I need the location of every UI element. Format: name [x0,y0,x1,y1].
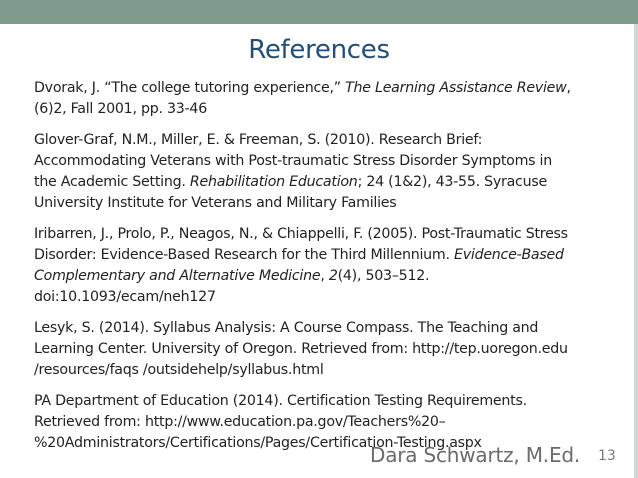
reference-line: PA Department of Education (2014). Certification Testing Requirements. [34,393,527,409]
reference-line: /resources/faqs /outsidehelp/syllabus.html [34,362,324,378]
reference-iribarren [34,224,614,308]
reference-line: Retrieved from: http://www.education.pa.gov/Teachers%20– [34,414,446,430]
reference-lesyk [34,318,614,381]
right-edge-accent [634,24,638,478]
author-footer: Dara Schwartz, M.Ed. [370,443,581,467]
reference-line: (6)2, Fall 2001, pp. 33-46 [34,101,207,117]
reference-line: University Institute for Veterans and Military Families [34,195,397,211]
reference-line: doi:10.1093/ecam/neh127 [34,289,216,305]
reference-line [34,172,614,193]
reference-text: , [566,80,571,96]
reference-line: Lesyk, S. (2014). Syllabus Analysis: A Course Compass. The Teaching and [34,320,539,336]
reference-line [34,245,614,266]
reference-text: ; 24 (1&2), 43-55. Syracuse [357,174,547,190]
journal-title: The Learning Assistance Review [345,80,567,96]
journal-title: Complementary and Alternative Medicine [34,268,321,284]
top-accent-bar [0,0,638,24]
journal-title: Evidence-Based [454,247,564,263]
references-list [34,78,614,464]
reference-line: Learning Center. University of Oregon. Retrieved from: http://tep.uoregon.edu [34,341,568,357]
page-number: 13 [598,448,616,464]
reference-dvorak [34,78,614,120]
reference-text: (4), 503–512. [337,268,430,284]
reference-line: %20Administrators/Certifications/Pages/Certification-Testing.aspx [34,435,482,451]
reference-glover-graf [34,130,614,214]
reference-text: the Academic Setting. [34,174,190,190]
slide-title: References [248,35,390,65]
reference-line: Iribarren, J., Prolo, P., Neagos, N., & Chiappelli, F. (2005). Post-Traumatic Stress [34,226,568,242]
reference-line: Accommodating Veterans with Post-traumatic Stress Disorder Symptoms in [34,153,552,169]
reference-text: , [320,268,329,284]
reference-text: Dvorak, J. “The college tutoring experience,” [34,80,346,96]
journal-title: Rehabilitation Education [189,174,358,190]
reference-line [34,266,614,287]
volume-number: 2 [328,268,338,284]
reference-line [34,78,614,99]
reference-line: Glover-Graf, N.M., Miller, E. & Freeman, S. (2010). Research Brief: [34,132,483,148]
reference-text: Disorder: Evidence-Based Research for the Third Millennium. [34,247,455,263]
